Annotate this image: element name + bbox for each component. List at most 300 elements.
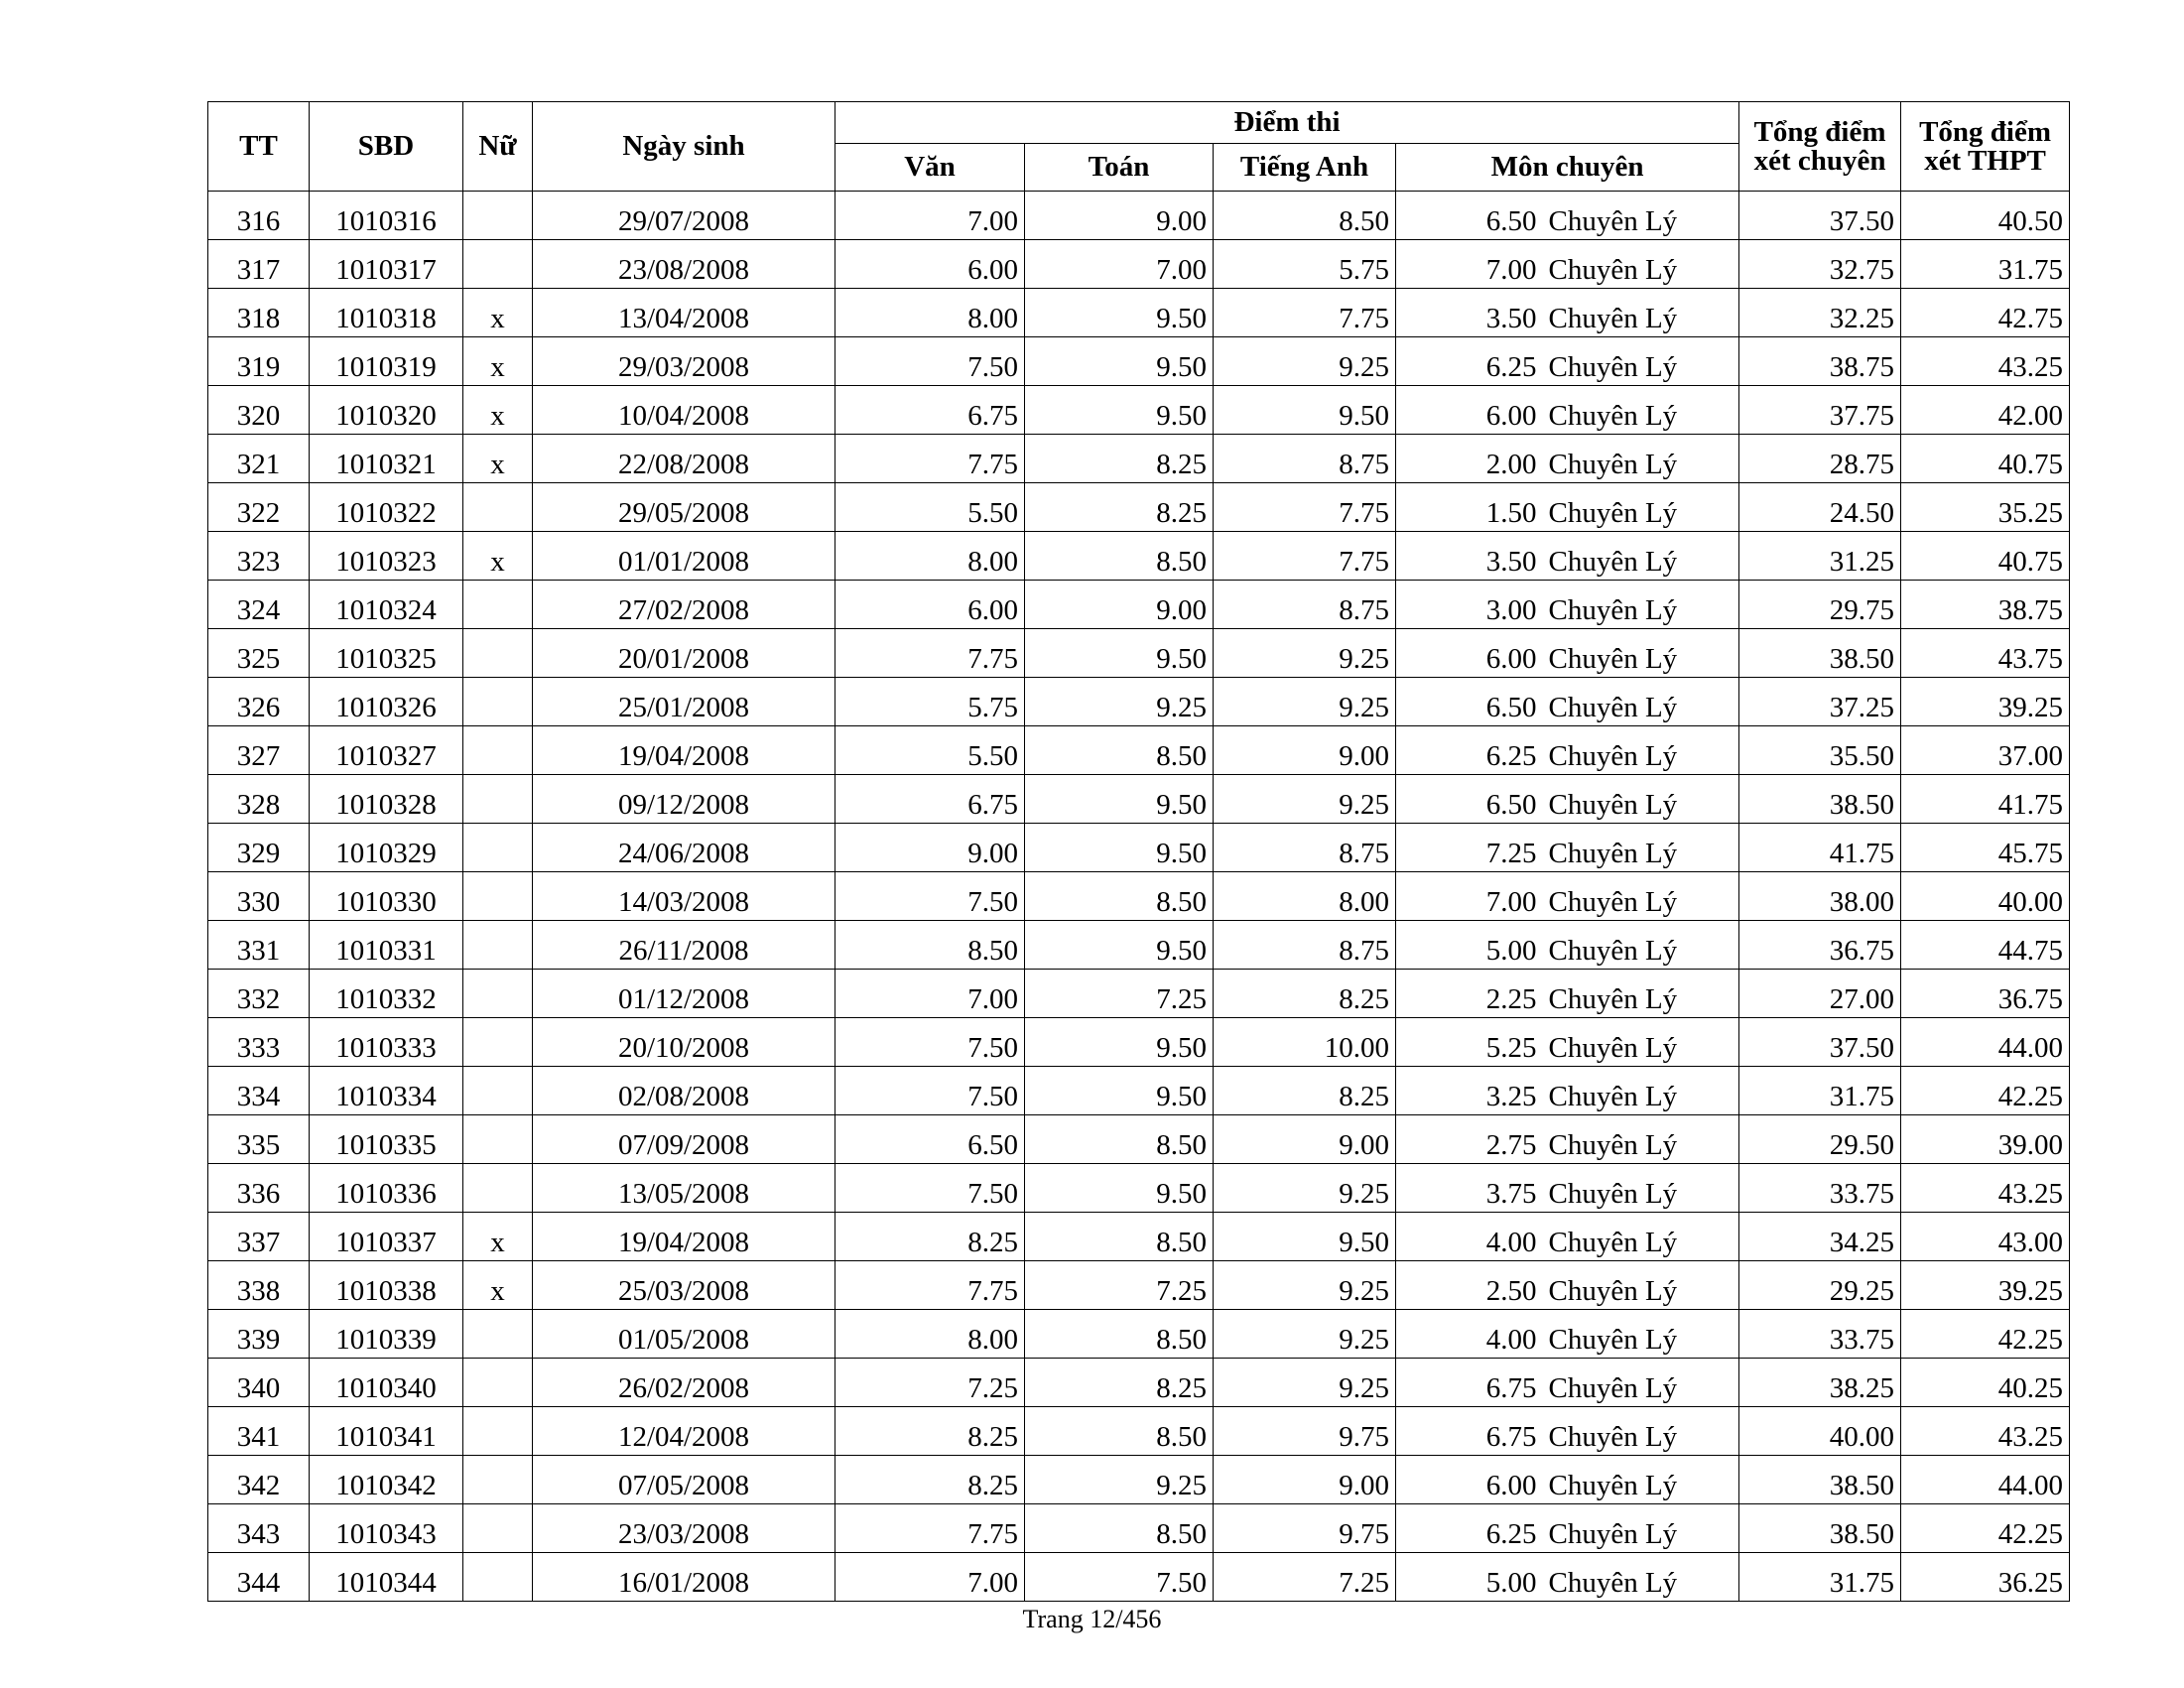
page-number: Trang 12/456 <box>1022 1605 1162 1633</box>
cell-tong-xet-chuyen: 40.00 <box>1739 1407 1901 1456</box>
cell-tt: 317 <box>208 240 310 289</box>
cell-ten-mon-chuyen: Chuyên Lý <box>1543 726 1739 775</box>
cell-toan: 9.50 <box>1025 1067 1214 1115</box>
cell-nu <box>463 1018 533 1067</box>
cell-diem-mon-chuyen: 2.25 <box>1396 970 1543 1018</box>
cell-ngay-sinh: 29/07/2008 <box>533 192 835 240</box>
cell-tieng-anh: 8.25 <box>1214 970 1396 1018</box>
cell-tieng-anh: 7.75 <box>1214 483 1396 532</box>
cell-ngay-sinh: 23/03/2008 <box>533 1504 835 1553</box>
header-tong-diem-xet-thpt <box>1901 102 2070 192</box>
cell-tieng-anh: 8.75 <box>1214 921 1396 970</box>
table-row <box>208 1359 2070 1407</box>
header-tong-thpt-line-1: Tổng điểm <box>1919 115 2052 148</box>
cell-sbd: 1010339 <box>310 1310 463 1359</box>
cell-tieng-anh: 9.25 <box>1214 678 1396 726</box>
cell-ngay-sinh: 02/08/2008 <box>533 1067 835 1115</box>
cell-tong-xet-chuyen: 33.75 <box>1739 1164 1901 1213</box>
header-diem-thi: Điểm thi <box>835 102 1739 144</box>
table-row <box>208 1310 2070 1359</box>
cell-nu <box>463 726 533 775</box>
cell-diem-mon-chuyen: 7.00 <box>1396 240 1543 289</box>
table-row <box>208 1067 2070 1115</box>
cell-tong-xet-chuyen: 38.50 <box>1739 1456 1901 1504</box>
cell-van: 5.50 <box>835 483 1025 532</box>
cell-tt: 320 <box>208 386 310 435</box>
cell-tt: 342 <box>208 1456 310 1504</box>
cell-ten-mon-chuyen: Chuyên Lý <box>1543 581 1739 629</box>
cell-tong-xet-chuyen: 37.50 <box>1739 192 1901 240</box>
cell-tt: 322 <box>208 483 310 532</box>
cell-nu <box>463 775 533 824</box>
cell-nu <box>463 824 533 872</box>
cell-nu <box>463 1456 533 1504</box>
cell-ten-mon-chuyen: Chuyên Lý <box>1543 1261 1739 1310</box>
cell-van: 7.50 <box>835 1164 1025 1213</box>
cell-sbd: 1010342 <box>310 1456 463 1504</box>
cell-toan: 9.50 <box>1025 921 1214 970</box>
cell-sbd: 1010331 <box>310 921 463 970</box>
table-row <box>208 1407 2070 1456</box>
cell-tt: 341 <box>208 1407 310 1456</box>
cell-toan: 9.00 <box>1025 581 1214 629</box>
cell-diem-mon-chuyen: 2.75 <box>1396 1115 1543 1164</box>
cell-nu: x <box>463 1261 533 1310</box>
cell-toan: 7.25 <box>1025 970 1214 1018</box>
cell-tieng-anh: 9.50 <box>1214 1213 1396 1261</box>
cell-tt: 330 <box>208 872 310 921</box>
cell-diem-mon-chuyen: 3.50 <box>1396 289 1543 337</box>
cell-diem-mon-chuyen: 2.00 <box>1396 435 1543 483</box>
cell-tong-xet-thpt: 42.25 <box>1901 1067 2070 1115</box>
cell-tong-xet-thpt: 40.75 <box>1901 532 2070 581</box>
cell-nu: x <box>463 289 533 337</box>
cell-van: 5.75 <box>835 678 1025 726</box>
cell-ten-mon-chuyen: Chuyên Lý <box>1543 921 1739 970</box>
cell-van: 7.50 <box>835 1067 1025 1115</box>
cell-toan: 8.50 <box>1025 1504 1214 1553</box>
cell-tieng-anh: 8.75 <box>1214 435 1396 483</box>
cell-toan: 9.25 <box>1025 1456 1214 1504</box>
cell-diem-mon-chuyen: 6.50 <box>1396 775 1543 824</box>
cell-ten-mon-chuyen: Chuyên Lý <box>1543 1067 1739 1115</box>
cell-diem-mon-chuyen: 6.00 <box>1396 386 1543 435</box>
cell-ten-mon-chuyen: Chuyên Lý <box>1543 1213 1739 1261</box>
cell-nu <box>463 678 533 726</box>
cell-tong-xet-thpt: 43.75 <box>1901 629 2070 678</box>
cell-van: 7.75 <box>835 435 1025 483</box>
header-tong-thpt-line-2: xét THPT <box>1924 144 2046 177</box>
cell-tt: 329 <box>208 824 310 872</box>
cell-sbd: 1010329 <box>310 824 463 872</box>
cell-tieng-anh: 7.75 <box>1214 289 1396 337</box>
cell-tong-xet-thpt: 31.75 <box>1901 240 2070 289</box>
cell-nu <box>463 629 533 678</box>
cell-tt: 328 <box>208 775 310 824</box>
table-row <box>208 1553 2070 1602</box>
cell-ngay-sinh: 10/04/2008 <box>533 386 835 435</box>
cell-sbd: 1010322 <box>310 483 463 532</box>
cell-tieng-anh: 7.25 <box>1214 1553 1396 1602</box>
cell-sbd: 1010341 <box>310 1407 463 1456</box>
cell-tong-xet-thpt: 42.25 <box>1901 1310 2070 1359</box>
cell-diem-mon-chuyen: 6.25 <box>1396 337 1543 386</box>
header-tieng-anh: Tiếng Anh <box>1214 144 1396 192</box>
cell-diem-mon-chuyen: 3.50 <box>1396 532 1543 581</box>
cell-tt: 339 <box>208 1310 310 1359</box>
cell-tong-xet-thpt: 40.00 <box>1901 872 2070 921</box>
table-header <box>208 102 2070 192</box>
cell-van: 8.50 <box>835 921 1025 970</box>
header-tt: TT <box>208 102 310 192</box>
cell-tt: 321 <box>208 435 310 483</box>
cell-tong-xet-thpt: 35.25 <box>1901 483 2070 532</box>
cell-nu <box>463 1407 533 1456</box>
cell-tt: 337 <box>208 1213 310 1261</box>
cell-diem-mon-chuyen: 5.00 <box>1396 921 1543 970</box>
cell-toan: 9.00 <box>1025 192 1214 240</box>
cell-tong-xet-chuyen: 31.25 <box>1739 532 1901 581</box>
cell-tong-xet-thpt: 45.75 <box>1901 824 2070 872</box>
cell-sbd: 1010318 <box>310 289 463 337</box>
cell-nu <box>463 1553 533 1602</box>
cell-tong-xet-chuyen: 38.25 <box>1739 1359 1901 1407</box>
cell-toan: 9.50 <box>1025 775 1214 824</box>
cell-van: 8.25 <box>835 1407 1025 1456</box>
cell-ngay-sinh: 22/08/2008 <box>533 435 835 483</box>
cell-ngay-sinh: 27/02/2008 <box>533 581 835 629</box>
cell-sbd: 1010319 <box>310 337 463 386</box>
cell-toan: 7.25 <box>1025 1261 1214 1310</box>
cell-tt: 323 <box>208 532 310 581</box>
cell-tong-xet-chuyen: 36.75 <box>1739 921 1901 970</box>
cell-diem-mon-chuyen: 1.50 <box>1396 483 1543 532</box>
cell-sbd: 1010335 <box>310 1115 463 1164</box>
cell-tong-xet-thpt: 43.25 <box>1901 337 2070 386</box>
cell-van: 8.00 <box>835 532 1025 581</box>
cell-ten-mon-chuyen: Chuyên Lý <box>1543 289 1739 337</box>
cell-sbd: 1010338 <box>310 1261 463 1310</box>
cell-sbd: 1010321 <box>310 435 463 483</box>
cell-van: 6.00 <box>835 581 1025 629</box>
cell-tong-xet-chuyen: 41.75 <box>1739 824 1901 872</box>
cell-ten-mon-chuyen: Chuyên Lý <box>1543 386 1739 435</box>
cell-tieng-anh: 7.75 <box>1214 532 1396 581</box>
cell-nu <box>463 1504 533 1553</box>
cell-diem-mon-chuyen: 7.00 <box>1396 872 1543 921</box>
header-tong-chuyen-line-2: xét chuyên <box>1753 144 1886 177</box>
cell-tieng-anh: 9.25 <box>1214 629 1396 678</box>
header-nu: Nữ <box>463 102 533 192</box>
header-ngay-sinh: Ngày sinh <box>533 102 835 192</box>
cell-toan: 8.25 <box>1025 435 1214 483</box>
cell-tieng-anh: 9.25 <box>1214 1359 1396 1407</box>
cell-sbd: 1010333 <box>310 1018 463 1067</box>
cell-ngay-sinh: 23/08/2008 <box>533 240 835 289</box>
cell-toan: 7.00 <box>1025 240 1214 289</box>
header-tong-chuyen-line-1: Tổng điểm <box>1753 115 1886 148</box>
cell-tieng-anh: 8.25 <box>1214 1067 1396 1115</box>
cell-ten-mon-chuyen: Chuyên Lý <box>1543 435 1739 483</box>
cell-nu: x <box>463 386 533 435</box>
cell-sbd: 1010320 <box>310 386 463 435</box>
cell-sbd: 1010337 <box>310 1213 463 1261</box>
cell-ten-mon-chuyen: Chuyên Lý <box>1543 1359 1739 1407</box>
cell-ngay-sinh: 19/04/2008 <box>533 1213 835 1261</box>
cell-tong-xet-chuyen: 37.50 <box>1739 1018 1901 1067</box>
cell-tt: 316 <box>208 192 310 240</box>
cell-toan: 8.50 <box>1025 1213 1214 1261</box>
header-toan: Toán <box>1025 144 1214 192</box>
table-row <box>208 872 2070 921</box>
cell-tong-xet-chuyen: 31.75 <box>1739 1553 1901 1602</box>
cell-ten-mon-chuyen: Chuyên Lý <box>1543 1456 1739 1504</box>
cell-nu: x <box>463 1213 533 1261</box>
cell-ten-mon-chuyen: Chuyên Lý <box>1543 629 1739 678</box>
table-row <box>208 970 2070 1018</box>
cell-nu <box>463 921 533 970</box>
table-row <box>208 240 2070 289</box>
cell-sbd: 1010343 <box>310 1504 463 1553</box>
table-row <box>208 386 2070 435</box>
cell-diem-mon-chuyen: 6.25 <box>1396 1504 1543 1553</box>
table-row <box>208 289 2070 337</box>
cell-diem-mon-chuyen: 2.50 <box>1396 1261 1543 1310</box>
cell-diem-mon-chuyen: 4.00 <box>1396 1213 1543 1261</box>
cell-tt: 333 <box>208 1018 310 1067</box>
cell-ngay-sinh: 13/05/2008 <box>533 1164 835 1213</box>
cell-van: 5.50 <box>835 726 1025 775</box>
cell-tong-xet-chuyen: 32.75 <box>1739 240 1901 289</box>
cell-van: 6.00 <box>835 240 1025 289</box>
header-van: Văn <box>835 144 1025 192</box>
table-row <box>208 435 2070 483</box>
cell-tong-xet-thpt: 36.25 <box>1901 1553 2070 1602</box>
table-row <box>208 1213 2070 1261</box>
cell-tt: 334 <box>208 1067 310 1115</box>
cell-toan: 8.25 <box>1025 483 1214 532</box>
cell-nu <box>463 1310 533 1359</box>
cell-tong-xet-thpt: 39.25 <box>1901 1261 2070 1310</box>
cell-toan: 8.25 <box>1025 1359 1214 1407</box>
cell-ngay-sinh: 29/05/2008 <box>533 483 835 532</box>
cell-tt: 325 <box>208 629 310 678</box>
cell-ten-mon-chuyen: Chuyên Lý <box>1543 337 1739 386</box>
cell-van: 6.50 <box>835 1115 1025 1164</box>
cell-tt: 319 <box>208 337 310 386</box>
cell-diem-mon-chuyen: 5.25 <box>1396 1018 1543 1067</box>
cell-tt: 338 <box>208 1261 310 1310</box>
cell-sbd: 1010325 <box>310 629 463 678</box>
cell-toan: 9.50 <box>1025 289 1214 337</box>
header-mon-chuyen: Môn chuyên <box>1396 144 1739 192</box>
cell-ten-mon-chuyen: Chuyên Lý <box>1543 1407 1739 1456</box>
cell-toan: 8.50 <box>1025 1115 1214 1164</box>
cell-ngay-sinh: 01/05/2008 <box>533 1310 835 1359</box>
cell-tong-xet-thpt: 40.50 <box>1901 192 2070 240</box>
cell-diem-mon-chuyen: 6.75 <box>1396 1407 1543 1456</box>
cell-ten-mon-chuyen: Chuyên Lý <box>1543 1553 1739 1602</box>
cell-tt: 336 <box>208 1164 310 1213</box>
cell-nu <box>463 872 533 921</box>
cell-van: 8.00 <box>835 289 1025 337</box>
cell-van: 7.75 <box>835 629 1025 678</box>
header-tong-diem-xet-chuyen <box>1739 102 1901 192</box>
cell-tieng-anh: 9.75 <box>1214 1504 1396 1553</box>
cell-tong-xet-chuyen: 38.50 <box>1739 629 1901 678</box>
cell-ten-mon-chuyen: Chuyên Lý <box>1543 483 1739 532</box>
cell-ten-mon-chuyen: Chuyên Lý <box>1543 240 1739 289</box>
cell-tong-xet-chuyen: 32.25 <box>1739 289 1901 337</box>
cell-tong-xet-chuyen: 38.50 <box>1739 775 1901 824</box>
cell-tieng-anh: 9.25 <box>1214 1261 1396 1310</box>
cell-toan: 9.50 <box>1025 1164 1214 1213</box>
cell-van: 7.50 <box>835 337 1025 386</box>
cell-nu <box>463 1067 533 1115</box>
cell-tong-xet-thpt: 43.25 <box>1901 1407 2070 1456</box>
cell-diem-mon-chuyen: 6.00 <box>1396 1456 1543 1504</box>
cell-ngay-sinh: 01/12/2008 <box>533 970 835 1018</box>
table-row <box>208 192 2070 240</box>
cell-ngay-sinh: 07/09/2008 <box>533 1115 835 1164</box>
cell-ngay-sinh: 26/02/2008 <box>533 1359 835 1407</box>
cell-nu: x <box>463 532 533 581</box>
cell-tieng-anh: 8.75 <box>1214 824 1396 872</box>
table-row <box>208 1456 2070 1504</box>
cell-toan: 7.50 <box>1025 1553 1214 1602</box>
cell-tt: 327 <box>208 726 310 775</box>
cell-tieng-anh: 9.25 <box>1214 1310 1396 1359</box>
cell-tieng-anh: 9.00 <box>1214 726 1396 775</box>
cell-ten-mon-chuyen: Chuyên Lý <box>1543 872 1739 921</box>
cell-van: 7.00 <box>835 1553 1025 1602</box>
cell-toan: 8.50 <box>1025 1310 1214 1359</box>
cell-diem-mon-chuyen: 6.50 <box>1396 678 1543 726</box>
cell-tong-xet-thpt: 38.75 <box>1901 581 2070 629</box>
cell-tt: 324 <box>208 581 310 629</box>
cell-tt: 335 <box>208 1115 310 1164</box>
cell-tong-xet-chuyen: 35.50 <box>1739 726 1901 775</box>
cell-tieng-anh: 5.75 <box>1214 240 1396 289</box>
cell-toan: 9.25 <box>1025 678 1214 726</box>
cell-toan: 8.50 <box>1025 872 1214 921</box>
cell-tong-xet-thpt: 43.25 <box>1901 1164 2070 1213</box>
cell-toan: 8.50 <box>1025 532 1214 581</box>
table-row <box>208 483 2070 532</box>
cell-tong-xet-thpt: 42.00 <box>1901 386 2070 435</box>
cell-sbd: 1010344 <box>310 1553 463 1602</box>
cell-tong-xet-thpt: 40.25 <box>1901 1359 2070 1407</box>
cell-diem-mon-chuyen: 6.25 <box>1396 726 1543 775</box>
cell-tong-xet-thpt: 39.00 <box>1901 1115 2070 1164</box>
cell-van: 7.75 <box>835 1261 1025 1310</box>
cell-ten-mon-chuyen: Chuyên Lý <box>1543 775 1739 824</box>
cell-diem-mon-chuyen: 3.25 <box>1396 1067 1543 1115</box>
cell-ngay-sinh: 19/04/2008 <box>533 726 835 775</box>
cell-tieng-anh: 9.25 <box>1214 1164 1396 1213</box>
table-row <box>208 1115 2070 1164</box>
cell-tong-xet-chuyen: 24.50 <box>1739 483 1901 532</box>
cell-ngay-sinh: 14/03/2008 <box>533 872 835 921</box>
cell-ngay-sinh: 20/10/2008 <box>533 1018 835 1067</box>
cell-ten-mon-chuyen: Chuyên Lý <box>1543 1164 1739 1213</box>
cell-diem-mon-chuyen: 6.75 <box>1396 1359 1543 1407</box>
cell-nu: x <box>463 337 533 386</box>
cell-ten-mon-chuyen: Chuyên Lý <box>1543 532 1739 581</box>
cell-tong-xet-thpt: 41.75 <box>1901 775 2070 824</box>
cell-tong-xet-thpt: 42.75 <box>1901 289 2070 337</box>
score-table <box>207 101 2070 1602</box>
cell-tong-xet-chuyen: 29.25 <box>1739 1261 1901 1310</box>
table-row <box>208 678 2070 726</box>
table-row <box>208 921 2070 970</box>
cell-tieng-anh: 9.75 <box>1214 1407 1396 1456</box>
cell-tong-xet-thpt: 44.00 <box>1901 1018 2070 1067</box>
cell-ten-mon-chuyen: Chuyên Lý <box>1543 970 1739 1018</box>
cell-van: 7.00 <box>835 970 1025 1018</box>
cell-toan: 9.50 <box>1025 386 1214 435</box>
cell-ngay-sinh: 13/04/2008 <box>533 289 835 337</box>
cell-van: 7.50 <box>835 872 1025 921</box>
cell-sbd: 1010324 <box>310 581 463 629</box>
cell-sbd: 1010316 <box>310 192 463 240</box>
cell-van: 7.50 <box>835 1018 1025 1067</box>
cell-tong-xet-chuyen: 37.25 <box>1739 678 1901 726</box>
cell-tong-xet-chuyen: 28.75 <box>1739 435 1901 483</box>
cell-van: 7.25 <box>835 1359 1025 1407</box>
table-body <box>208 192 2070 1602</box>
cell-sbd: 1010336 <box>310 1164 463 1213</box>
cell-tieng-anh: 9.00 <box>1214 1456 1396 1504</box>
cell-toan: 8.50 <box>1025 1407 1214 1456</box>
cell-van: 9.00 <box>835 824 1025 872</box>
table-row <box>208 532 2070 581</box>
cell-van: 6.75 <box>835 775 1025 824</box>
cell-tong-xet-thpt: 39.25 <box>1901 678 2070 726</box>
cell-diem-mon-chuyen: 6.00 <box>1396 629 1543 678</box>
cell-diem-mon-chuyen: 3.75 <box>1396 1164 1543 1213</box>
cell-toan: 9.50 <box>1025 337 1214 386</box>
cell-ngay-sinh: 12/04/2008 <box>533 1407 835 1456</box>
cell-ten-mon-chuyen: Chuyên Lý <box>1543 678 1739 726</box>
cell-ngay-sinh: 01/01/2008 <box>533 532 835 581</box>
cell-van: 8.25 <box>835 1456 1025 1504</box>
cell-nu <box>463 970 533 1018</box>
cell-nu <box>463 1359 533 1407</box>
cell-tt: 326 <box>208 678 310 726</box>
cell-ngay-sinh: 26/11/2008 <box>533 921 835 970</box>
cell-nu <box>463 581 533 629</box>
cell-tong-xet-chuyen: 31.75 <box>1739 1067 1901 1115</box>
cell-tieng-anh: 9.50 <box>1214 386 1396 435</box>
cell-nu <box>463 1164 533 1213</box>
cell-tong-xet-chuyen: 38.50 <box>1739 1504 1901 1553</box>
cell-nu <box>463 240 533 289</box>
cell-ngay-sinh: 16/01/2008 <box>533 1553 835 1602</box>
cell-tt: 344 <box>208 1553 310 1602</box>
cell-tong-xet-chuyen: 27.00 <box>1739 970 1901 1018</box>
cell-diem-mon-chuyen: 4.00 <box>1396 1310 1543 1359</box>
cell-van: 7.00 <box>835 192 1025 240</box>
table-row <box>208 581 2070 629</box>
cell-ngay-sinh: 07/05/2008 <box>533 1456 835 1504</box>
table-row <box>208 1164 2070 1213</box>
cell-tieng-anh: 8.75 <box>1214 581 1396 629</box>
cell-tt: 318 <box>208 289 310 337</box>
cell-tong-xet-thpt: 37.00 <box>1901 726 2070 775</box>
cell-tong-xet-chuyen: 33.75 <box>1739 1310 1901 1359</box>
cell-sbd: 1010330 <box>310 872 463 921</box>
